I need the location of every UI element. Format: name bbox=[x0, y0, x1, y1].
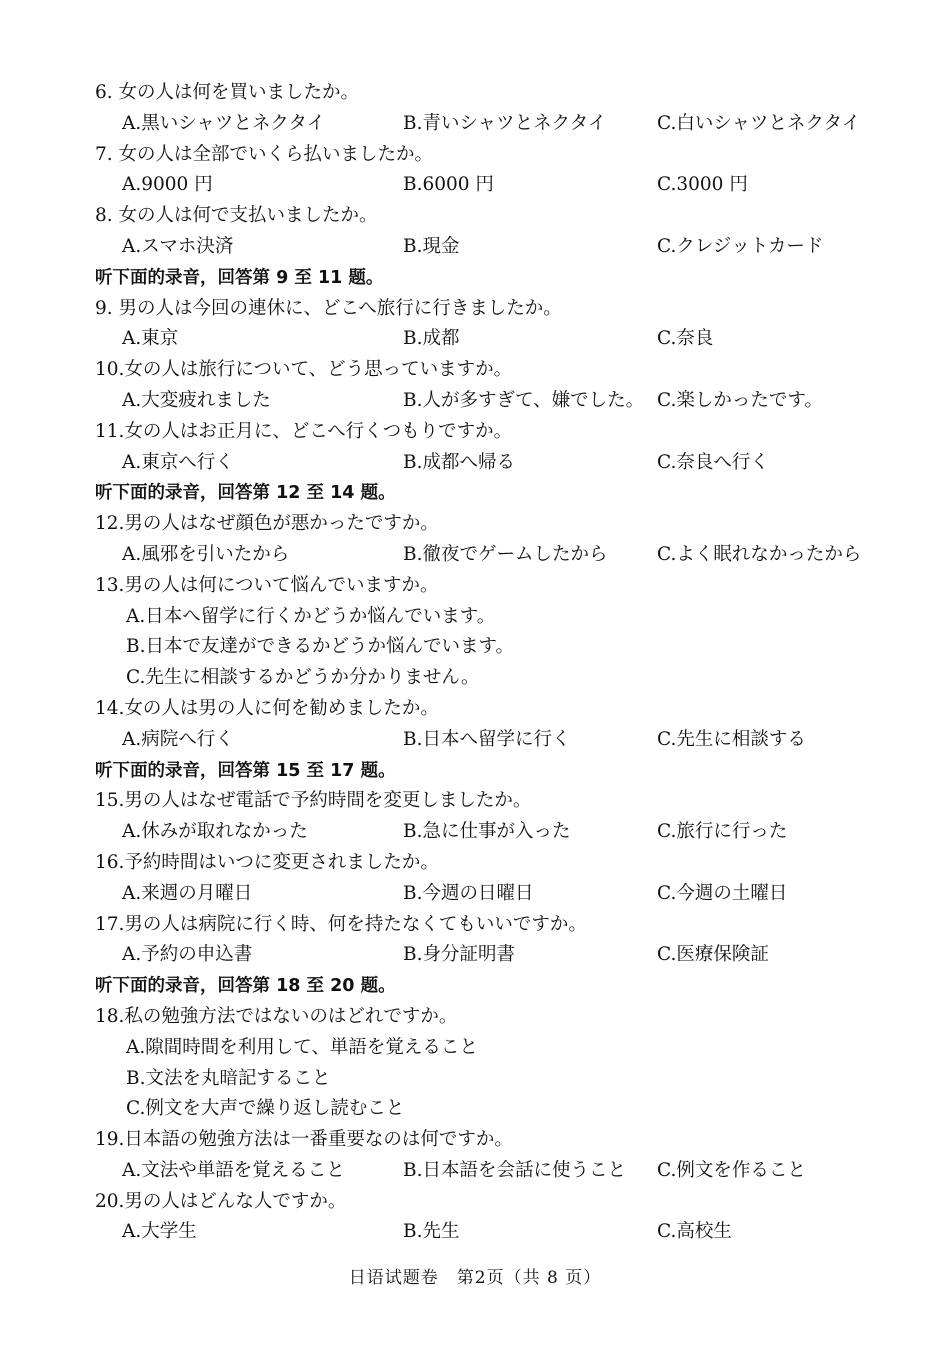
answer-options-row bbox=[95, 725, 895, 756]
answer-options-row bbox=[95, 540, 895, 571]
answer-option: A.風邪を引いたから bbox=[122, 543, 290, 565]
question-text: 17.男の人は病院に行く時、何を持たなくてもいいですか。 bbox=[95, 913, 587, 935]
answer-options-row bbox=[95, 386, 895, 417]
answer-option: C.クレジットカード bbox=[657, 235, 824, 257]
answer-option: B.人が多すぎて、嫌でした。 bbox=[403, 389, 645, 411]
section-instruction: 听下面的录音，回答第 18 至 20 题。 bbox=[95, 976, 396, 997]
answer-option: A.東京 bbox=[122, 328, 179, 350]
answer-option: A.文法や単語を覚えること bbox=[122, 1159, 345, 1181]
answer-options-row bbox=[95, 1156, 895, 1187]
answer-options-row bbox=[95, 1217, 895, 1248]
answer-option: B.日本へ留学に行く bbox=[403, 728, 571, 750]
question-text: 7. 女の人は全部でいくら払いましたか。 bbox=[95, 143, 434, 165]
section-instruction: 听下面的录音，回答第 15 至 17 题。 bbox=[95, 760, 396, 781]
answer-option: B.身分証明書 bbox=[403, 944, 515, 966]
answer-option: C.奈良 bbox=[657, 328, 714, 350]
answer-option: C.旅行に行った bbox=[657, 821, 788, 843]
question-text: 20.男の人はどんな人ですか。 bbox=[95, 1190, 347, 1212]
answer-option: C.よく眠れなかったから bbox=[657, 543, 862, 565]
answer-option: C.高校生 bbox=[657, 1221, 732, 1243]
answer-option: B.徹夜でゲームしたから bbox=[403, 543, 608, 565]
answer-option: A.大学生 bbox=[122, 1221, 197, 1243]
answer-option: C.例文を大声で繰り返し読むこと bbox=[126, 1098, 405, 1120]
question-text: 6. 女の人は何を買いましたか。 bbox=[95, 82, 360, 103]
answer-options-row bbox=[95, 232, 895, 263]
answer-option: A.大変疲れました bbox=[122, 389, 271, 411]
answer-options-row bbox=[95, 324, 895, 355]
answer-option: C.3000 円 bbox=[657, 174, 748, 196]
answer-option: A.スマホ決済 bbox=[122, 235, 234, 257]
question-text: 9. 男の人は今回の連休に、どこへ旅行に行きましたか。 bbox=[95, 297, 562, 319]
answer-options-row bbox=[95, 817, 895, 848]
answer-options-row bbox=[95, 879, 895, 910]
page-footer: 日语试题卷 第2页（共 8 页） bbox=[348, 1268, 602, 1288]
answer-option: C.先生に相談するかどうか分かりません。 bbox=[126, 667, 480, 689]
answer-option: A.休みが取れなかった bbox=[122, 821, 308, 843]
section-instruction: 听下面的录音，回答第 9 至 11 题。 bbox=[95, 267, 384, 288]
answer-option: A.日本へ留学に行くかどうか悩んでいます。 bbox=[126, 605, 496, 627]
answer-option: B.日本語を会話に使うこと bbox=[403, 1159, 626, 1181]
answer-option: A.病院へ行く bbox=[122, 728, 234, 750]
question-text: 8. 女の人は何で支払いましたか。 bbox=[95, 205, 378, 227]
answer-option: A.黒いシャツとネクタイ bbox=[122, 112, 326, 134]
answer-option: C.例文を作ること bbox=[657, 1159, 806, 1181]
question-text: 18.私の勉強方法ではないのはどれですか。 bbox=[95, 1005, 458, 1027]
answer-option: A.隙間時間を利用して、単語を覚えること bbox=[126, 1036, 478, 1058]
answer-option: B.今週の日曜日 bbox=[403, 882, 534, 904]
question-text: 10.女の人は旅行について、どう思っていますか。 bbox=[95, 359, 513, 381]
section-instruction: 听下面的录音，回答第 12 至 14 题。 bbox=[95, 483, 396, 504]
answer-option: B.成都へ帰る bbox=[403, 451, 515, 473]
question-text: 14.女の人は男の人に何を勧めましたか。 bbox=[95, 697, 439, 719]
answer-option: B.日本で友達ができるかどうか悩んでいます。 bbox=[126, 636, 514, 658]
answer-option: A.予約の申込書 bbox=[122, 944, 253, 966]
answer-option: C.先生に相談する bbox=[657, 728, 806, 750]
answer-option: C.医療保険証 bbox=[657, 944, 769, 966]
answer-option: A.来週の月曜日 bbox=[122, 882, 253, 904]
answer-options-row bbox=[95, 940, 895, 971]
question-text: 16.予約時間はいつに変更されましたか。 bbox=[95, 851, 439, 873]
exam-page-content bbox=[95, 78, 895, 1248]
answer-option: B.6000 円 bbox=[403, 174, 494, 196]
answer-option: B.急に仕事が入った bbox=[403, 821, 571, 843]
answer-option: B.文法を丸暗記すること bbox=[126, 1067, 331, 1089]
answer-options-row bbox=[95, 109, 895, 140]
answer-option: C.白いシャツとネクタイ bbox=[657, 112, 861, 134]
answer-option: B.先生 bbox=[403, 1221, 460, 1243]
answer-option: B.現金 bbox=[403, 235, 460, 257]
answer-option: A.9000 円 bbox=[122, 174, 213, 196]
question-text: 12.男の人はなぜ顔色が悪かったですか。 bbox=[95, 513, 439, 535]
question-text: 13.男の人は何について悩んでいますか。 bbox=[95, 574, 439, 596]
answer-option: B.青いシャツとネクタイ bbox=[403, 112, 607, 134]
answer-option: C.今週の土曜日 bbox=[657, 882, 788, 904]
answer-option: C.奈良へ行く bbox=[657, 451, 769, 473]
answer-options-row bbox=[95, 448, 895, 479]
answer-option: C.楽しかったです。 bbox=[657, 389, 823, 411]
question-text: 19.日本語の勉強方法は一番重要なのは何ですか。 bbox=[95, 1129, 513, 1151]
question-text: 15.男の人はなぜ電話で予約時間を変更しましたか。 bbox=[95, 790, 532, 812]
answer-option: A.東京へ行く bbox=[122, 451, 234, 473]
answer-options-row bbox=[95, 170, 895, 201]
answer-option: B.成都 bbox=[403, 328, 460, 350]
question-text: 11.女の人はお正月に、どこへ行くつもりですか。 bbox=[95, 420, 513, 442]
